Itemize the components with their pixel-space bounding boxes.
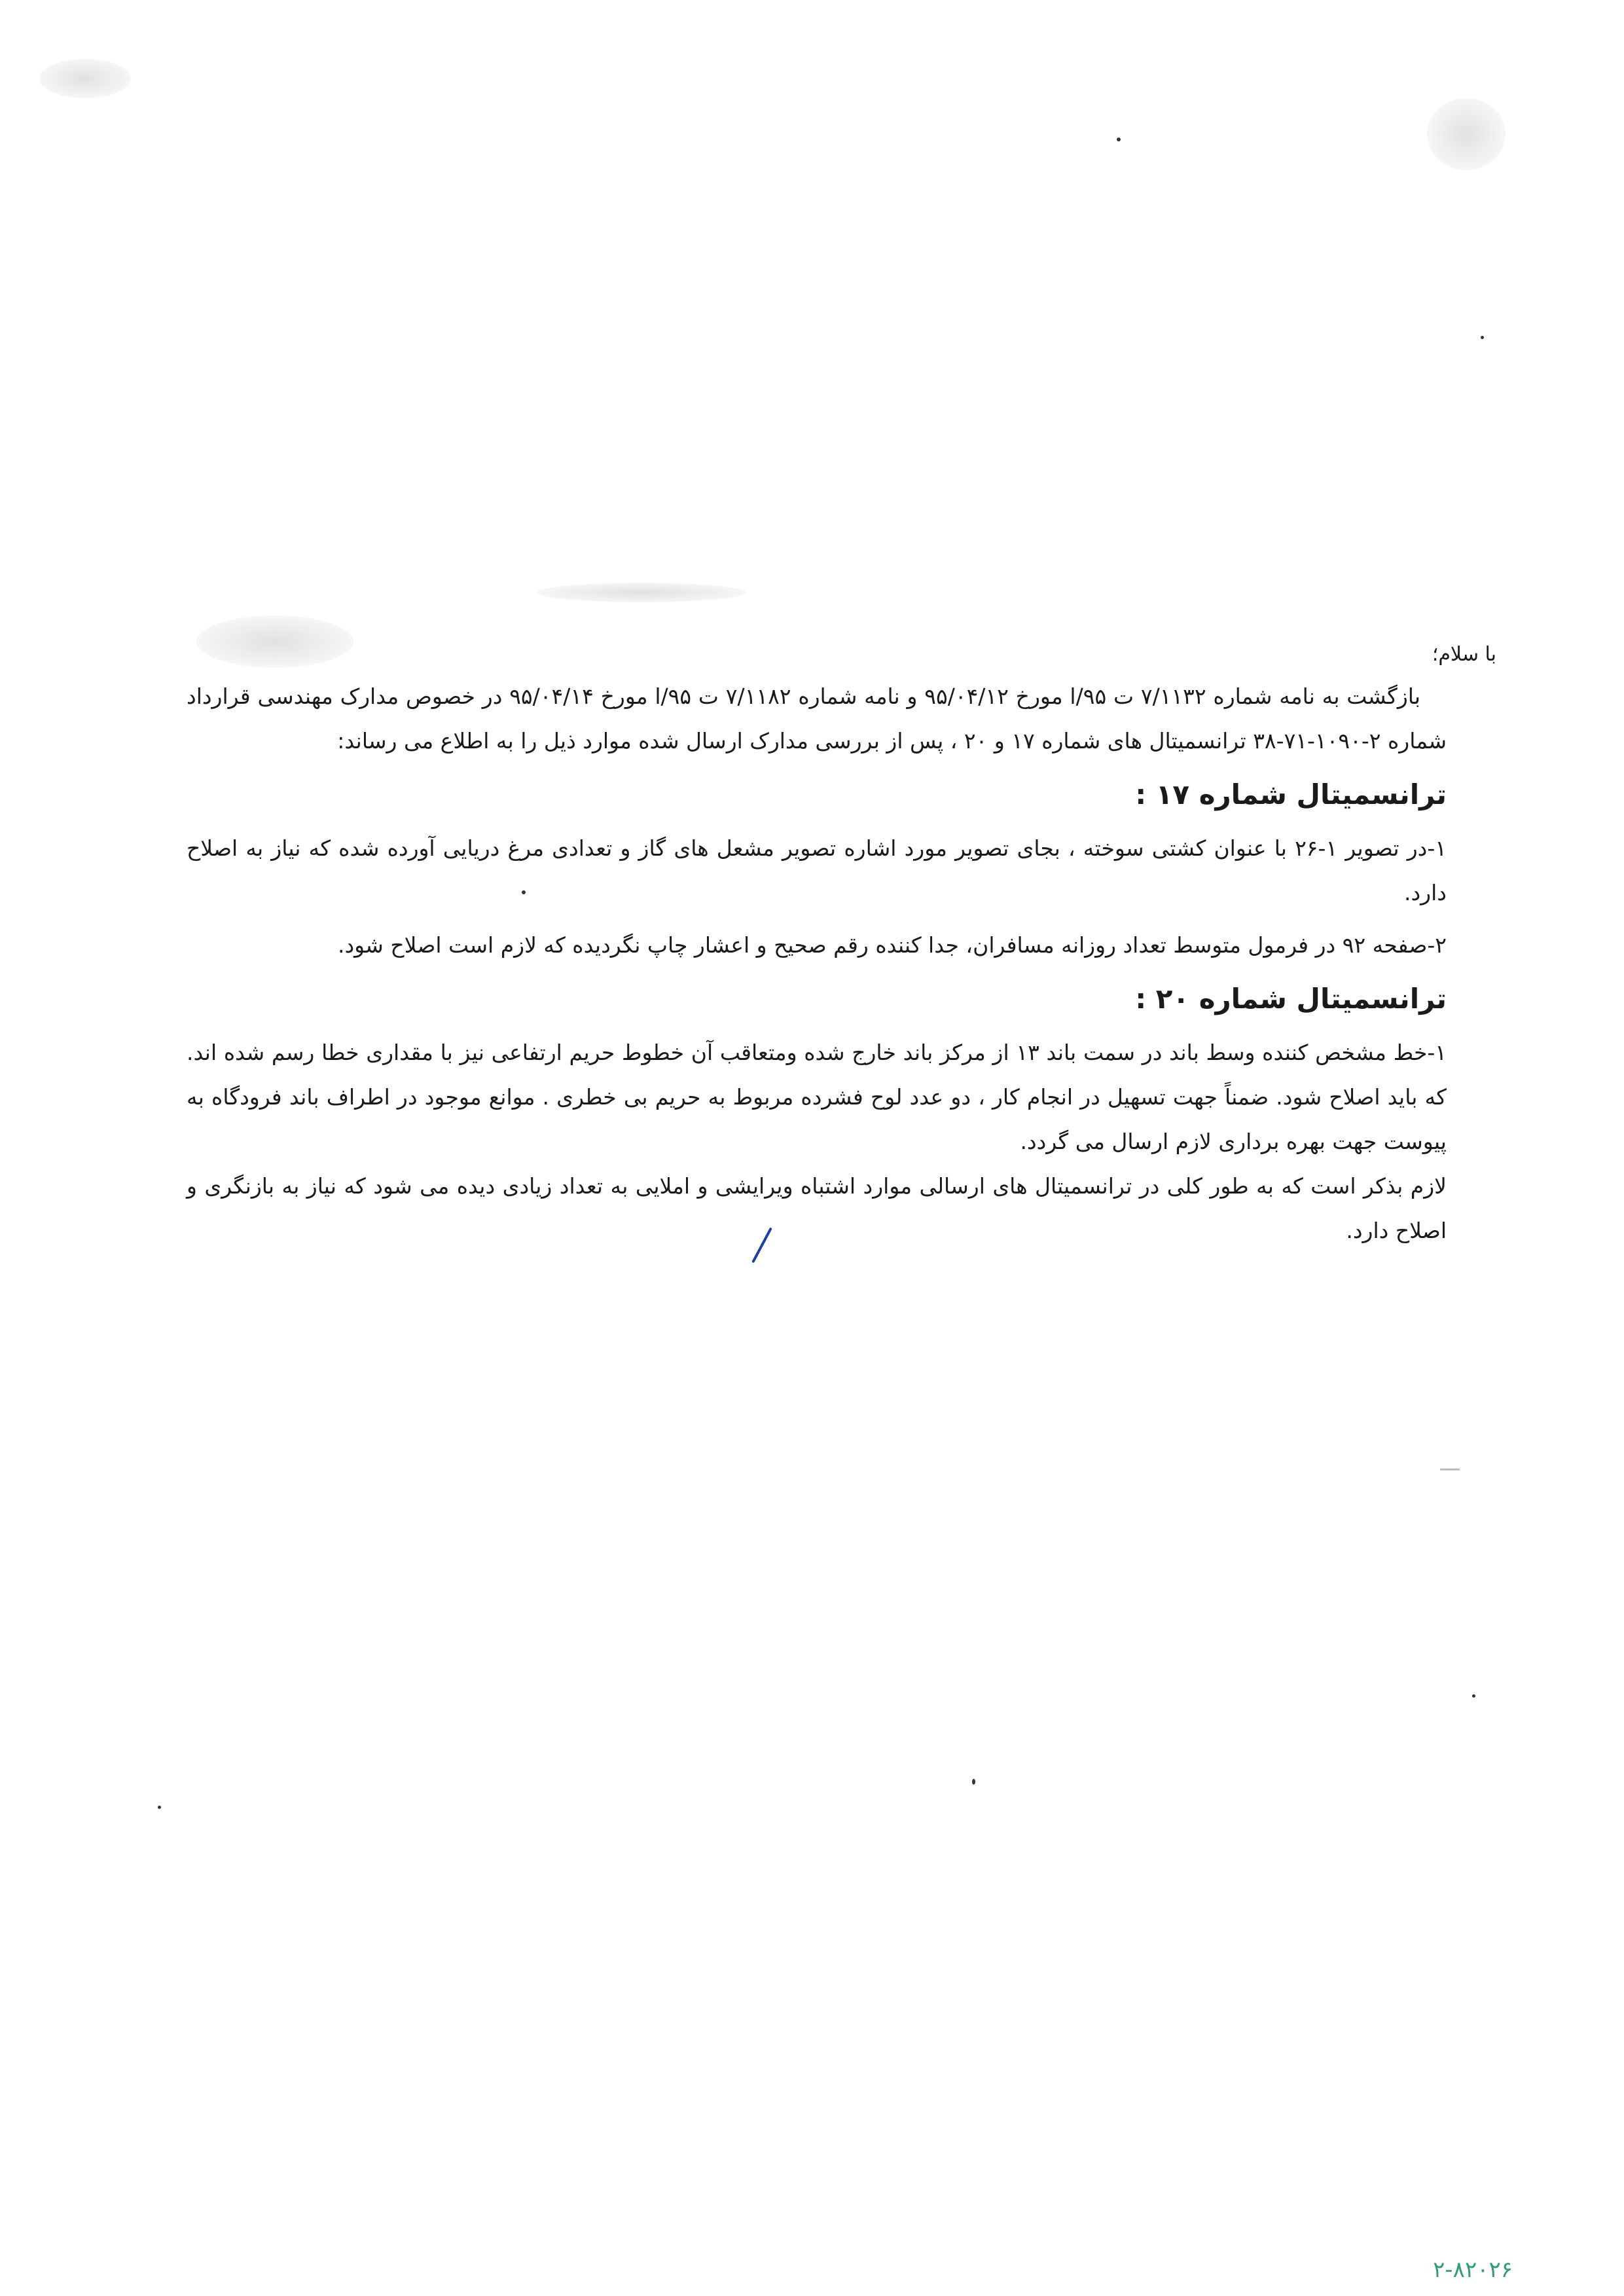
scan-speck — [1472, 1694, 1475, 1698]
section-17-item-1: ۱-در تصویر ۱-۲۶ با عنوان کشتی سوخته ، بجای تصویر مورد اشاره تصویر مشعل های گاز و تعدادی مرغ دریایی آورده شده که نیاز به اصلاح دارد. — [187, 835, 1447, 905]
section-heading-17: ترانسمیتال شماره ۱۷ : — [1135, 778, 1447, 811]
scan-speck — [1440, 1468, 1460, 1470]
closing-paragraph: لازم بذکر است که به طور کلی در ترانسمیتال های ارسالی موارد اشتباه ویرایشی و املایی به تعداد زیادی دیده می شود که نیاز به بازنگری و اصلاح دارد. — [187, 1173, 1447, 1243]
scan-smudge — [39, 59, 131, 98]
section-17-item-2: ۲-صفحه ۹۲ در فرمول متوسط تعداد روزانه مسافران، جدا کننده رقم صحیح و اعشار چاپ نگردیده که لازم است اصلاح شود. — [337, 932, 1447, 958]
scan-smudge — [537, 583, 746, 602]
scan-speck — [1117, 137, 1121, 141]
scan-smudge — [1427, 98, 1506, 170]
section-heading-20: ترانسمیتال شماره ۲۰ : — [1135, 983, 1447, 1015]
scan-speck — [1481, 336, 1484, 339]
page-number-stamp: ۲-۸۲۰۲۶ — [1433, 2257, 1513, 2283]
intro-paragraph: بازگشت به نامه شماره ۷/۱۱۳۲ ت ۹۵/ا مورخ ۹۵/۰۴/۱۲ و نامه شماره ۷/۱۱۸۲ ت ۹۵/ا مورخ ۹۵/۰۴/۱۴ در خصوص مدارک مهندسی قرارداد شماره ۲-۱۰۹۰-۷۱-۳۸ ترانسمیتال های شماره ۱۷ و ۲۰ ، پس از بررسی مدارک ارسال شده موارد ذیل را به اطلاع می رساند: — [187, 683, 1447, 754]
section-20-item-1: ۱-خط مشخص کننده وسط باند در سمت باند ۱۳ از مرکز باند خارج شده ومتعاقب آن خطوط حریم ارتفاعی نیز با مقداری خطا رسم شده اند. که باید اصلاح شود. ضمناً جهت تسهیل در انجام کار ، دو عدد لوح فشرده مربوط به حریم بی خطری . موانع موجود در اطراف باند فرودگاه به پیوست جهت بهره برداری لازم ارسال می گردد. — [187, 1040, 1447, 1154]
letter-body — [187, 638, 1447, 1253]
letter-greeting: با سلام؛ — [1432, 643, 1496, 666]
scan-speck — [972, 1779, 975, 1785]
scan-speck — [158, 1806, 161, 1809]
